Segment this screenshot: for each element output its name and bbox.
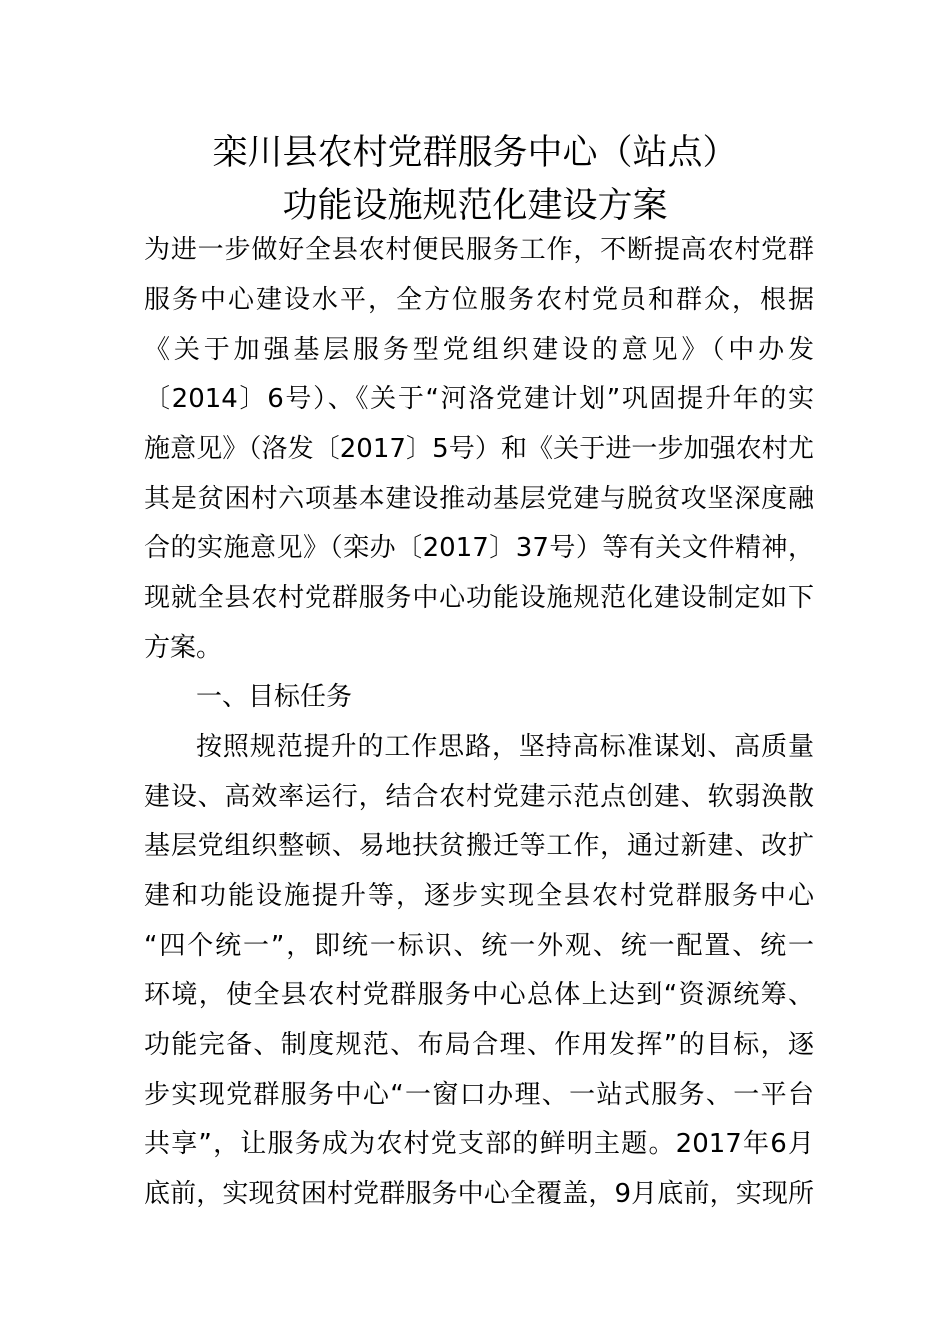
section1-line-7: 功能完备、制度规范、布局合理、作用发挥”的目标，逐 [144,1030,814,1060]
section1-line-9: 共享”，让服务成为农村党支部的鲜明主题。2017年6月 [144,1129,814,1159]
section-heading-goals: 一、目标任务 [196,682,353,712]
section1-line-6: 环境，使全县农村党群服务中心总体上达到“资源统筹、 [144,980,814,1010]
section1-line-1: 按照规范提升的工作思路，坚持高标准谋划、高质量 [196,732,814,762]
section1-line-5: “四个统一”，即统一标识、统一外观、统一配置、统一 [144,931,814,961]
section1-line-10: 底前，实现贫困村党群服务中心全覆盖，9月底前，实现所 [144,1179,814,1209]
section1-line-4: 建和功能设施提升等，逐步实现全县农村党群服务中心 [144,881,814,911]
section1-line-2: 建设、高效率运行，结合农村党建示范点创建、软弱涣散 [144,782,814,812]
section1-line-3: 基层党组织整顿、易地扶贫搬迁等工作，通过新建、改扩 [144,831,814,861]
intro-line-3: 《关于加强基层服务型党组织建设的意见》（中办发 [144,335,814,365]
intro-line-2: 服务中心建设水平，全方位服务农村党员和群众，根据 [144,285,814,315]
intro-line-7: 合的实施意见》（栾办〔2017〕37号）等有关文件精神， [144,533,814,563]
intro-line-4: 〔2014〕6号）、《关于“河洛党建计划”巩固提升年的实 [144,384,814,414]
intro-line-6: 其是贫困村六项基本建设推动基层党建与脱贫攻坚深度融 [144,484,814,514]
document-title-line-1: 栾川县农村党群服务中心（站点） [212,133,738,173]
intro-line-9: 方案。 [144,633,223,663]
section1-line-8: 步实现党群服务中心“一窗口办理、一站式服务、一平台 [144,1080,814,1110]
intro-line-1: 为进一步做好全县农村便民服务工作，不断提高农村党群 [144,235,814,265]
document-title-line-2: 功能设施规范化建设方案 [282,186,668,226]
intro-line-8: 现就全县农村党群服务中心功能设施规范化建设制定如下 [144,583,814,613]
intro-line-5: 施意见》（洛发〔2017〕5号）和《关于进一步加强农村尤 [144,434,814,464]
